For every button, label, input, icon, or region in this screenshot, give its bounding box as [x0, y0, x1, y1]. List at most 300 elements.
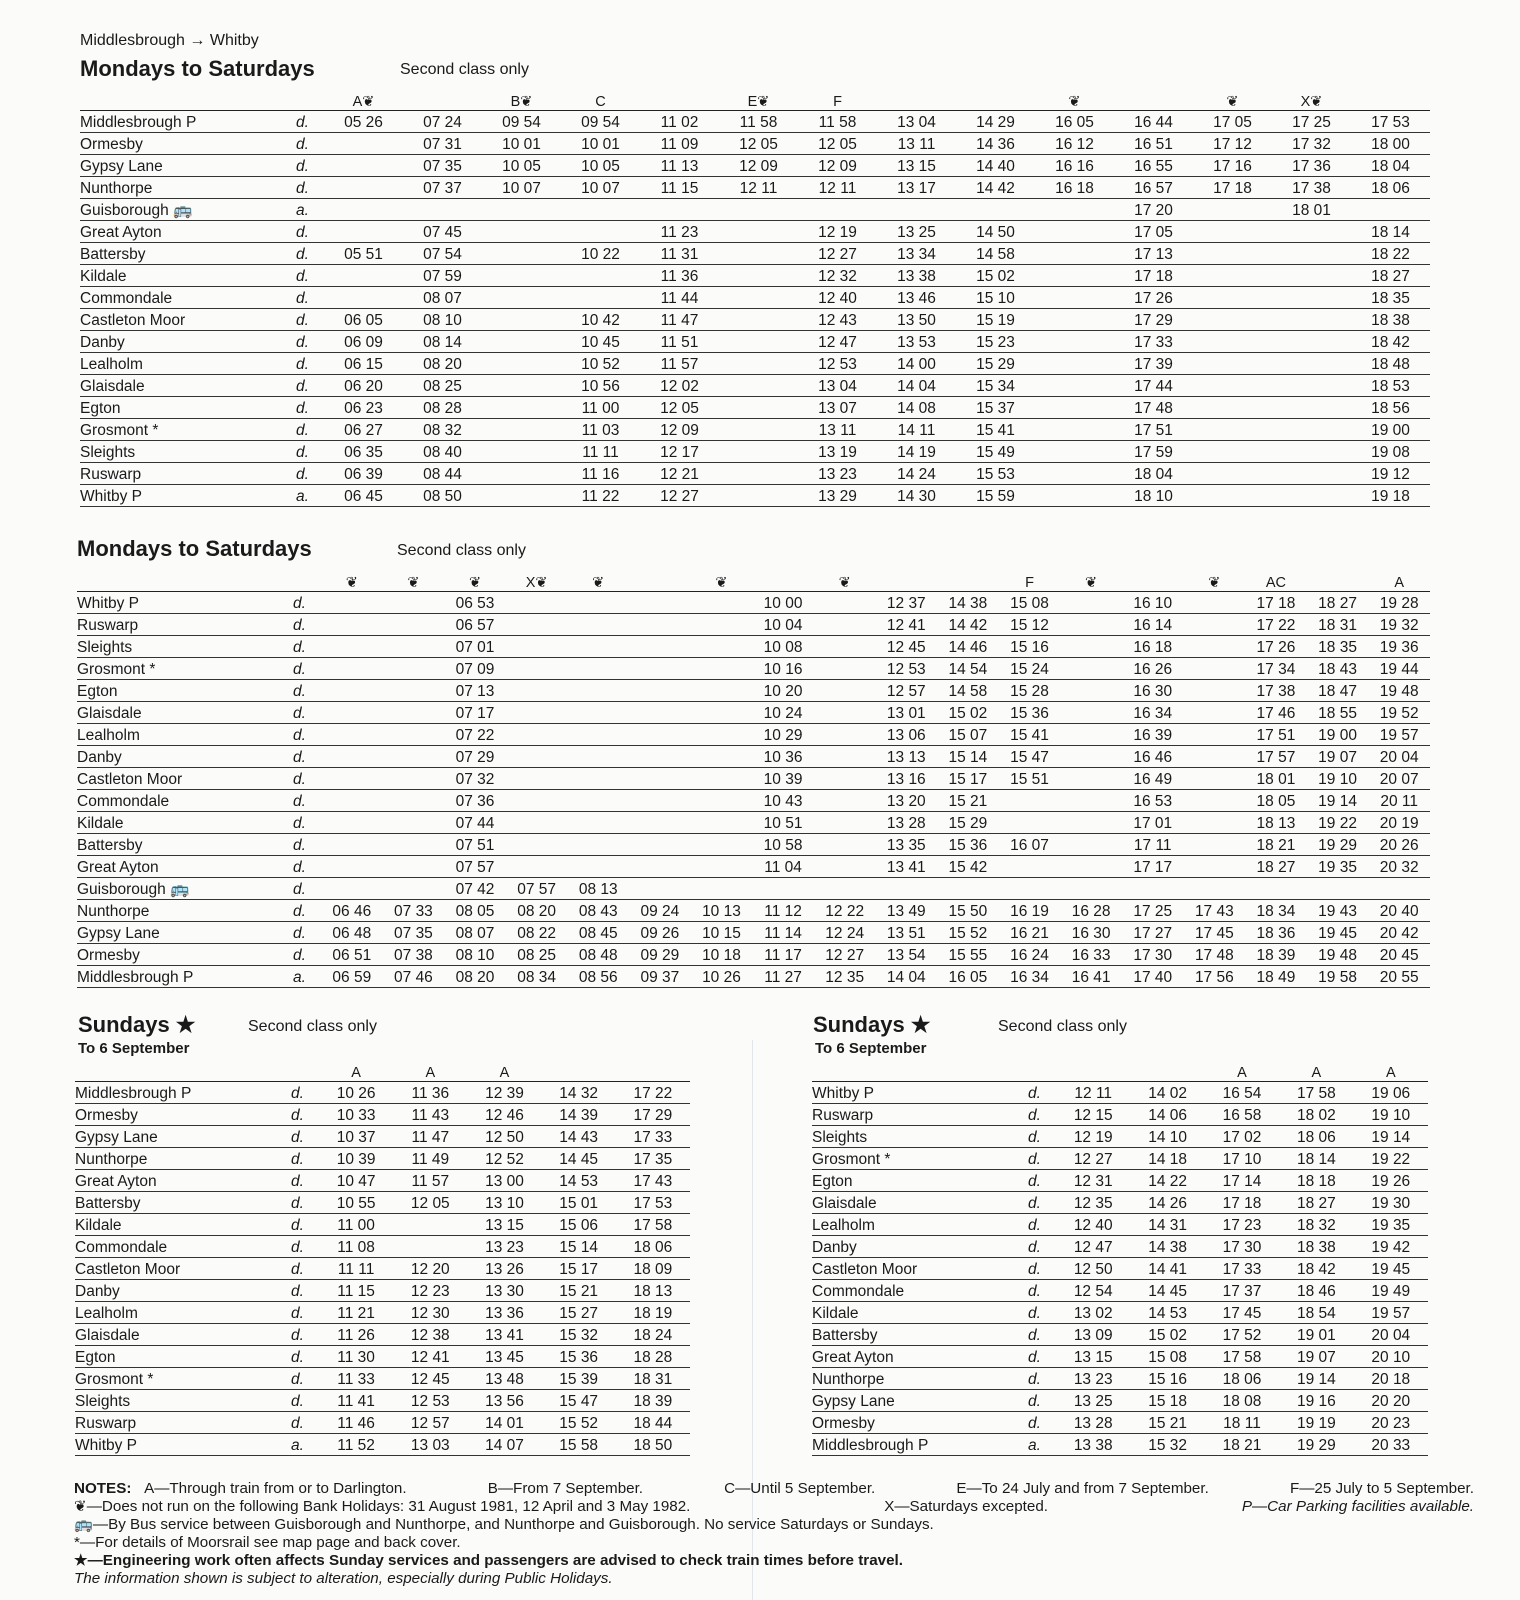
train-time: 10 55	[319, 1192, 393, 1214]
column-note-code: A	[393, 1062, 467, 1082]
train-time	[719, 309, 798, 331]
train-time: 11 08	[319, 1236, 393, 1258]
station-name: Ormesby	[812, 1412, 1022, 1434]
train-time: 16 14	[1122, 614, 1184, 636]
train-time: 06 51	[321, 944, 383, 966]
train-time	[719, 419, 798, 441]
train-time: 19 01	[1279, 1324, 1353, 1346]
train-time: 08 28	[403, 397, 482, 419]
train-time: 10 29	[752, 724, 814, 746]
train-time: 13 04	[877, 111, 956, 133]
dep-arr-marker: d.	[287, 702, 321, 724]
dep-arr-marker: d.	[285, 1104, 319, 1126]
train-time	[1193, 375, 1272, 397]
train-time: 16 58	[1205, 1104, 1279, 1126]
table1-heading: Mondays to Saturdays	[80, 56, 315, 81]
train-time: 10 33	[319, 1104, 393, 1126]
timetable-mon-sat-to-middlesbrough	[77, 572, 1430, 988]
train-time	[814, 724, 876, 746]
train-time	[561, 265, 640, 287]
train-time: 14 54	[937, 658, 999, 680]
train-time: 18 00	[1351, 133, 1430, 155]
train-time: 19 42	[1354, 1236, 1428, 1258]
train-time	[324, 265, 403, 287]
table3-subheading: Second class only	[248, 1018, 377, 1035]
station-name: Middlesbrough P	[77, 966, 287, 988]
dep-arr-marker: a.	[287, 966, 321, 988]
train-time: 19 48	[1307, 944, 1369, 966]
train-time: 17 17	[1122, 856, 1184, 878]
train-time: 12 02	[640, 375, 719, 397]
station-name: Danby	[77, 746, 287, 768]
train-time: 19 35	[1354, 1214, 1428, 1236]
train-time	[482, 353, 561, 375]
train-time: 08 10	[444, 944, 506, 966]
train-time	[567, 636, 629, 658]
train-time: 19 49	[1354, 1280, 1428, 1302]
station-name: Ruswarp	[75, 1412, 285, 1434]
train-time: 14 07	[467, 1434, 541, 1456]
train-time: 12 53	[798, 353, 877, 375]
dep-arr-marker: d.	[287, 724, 321, 746]
train-time	[567, 834, 629, 856]
train-time: 17 25	[1272, 111, 1351, 133]
station-name: Nunthorpe	[812, 1368, 1022, 1390]
train-time: 12 57	[875, 680, 937, 702]
train-time: 18 27	[1245, 856, 1307, 878]
train-time	[629, 790, 691, 812]
train-time: 16 30	[1122, 680, 1184, 702]
train-time	[1184, 680, 1246, 702]
train-time: 18 31	[616, 1368, 690, 1390]
train-time: 14 53	[542, 1170, 616, 1192]
train-time: 06 15	[324, 353, 403, 375]
train-time	[1035, 243, 1114, 265]
train-time: 15 14	[937, 746, 999, 768]
train-time: 18 11	[1205, 1412, 1279, 1434]
station-name: Sleights	[75, 1390, 285, 1412]
table-row	[77, 900, 1430, 922]
train-time: 12 27	[640, 485, 719, 507]
train-time: 10 47	[319, 1170, 393, 1192]
note-star: *—For details of Moorsrail see map page and back cover.	[74, 1534, 461, 1551]
train-time: 18 38	[1279, 1236, 1353, 1258]
station-name: Great Ayton	[77, 856, 287, 878]
train-time	[482, 419, 561, 441]
train-time	[629, 812, 691, 834]
train-time: 16 05	[1035, 111, 1114, 133]
train-time: 13 16	[875, 768, 937, 790]
train-time: 15 51	[999, 768, 1061, 790]
table-row	[75, 1192, 690, 1214]
table-row	[812, 1236, 1428, 1258]
train-time: 16 07	[999, 834, 1061, 856]
train-time: 13 11	[877, 133, 956, 155]
station-name: Commondale	[75, 1236, 285, 1258]
table-row	[812, 1346, 1428, 1368]
dep-arr-marker: d.	[287, 790, 321, 812]
note-c: C—Until 5 September.	[724, 1480, 876, 1497]
train-time: 15 50	[937, 900, 999, 922]
train-time: 07 59	[403, 265, 482, 287]
station-name: Danby	[75, 1280, 285, 1302]
train-time: 14 58	[956, 243, 1035, 265]
train-time: 17 26	[1114, 287, 1193, 309]
train-time	[752, 878, 814, 900]
train-time	[506, 790, 568, 812]
train-time	[1035, 419, 1114, 441]
dep-arr-marker: d.	[287, 592, 321, 614]
station-name: Lealholm	[80, 353, 290, 375]
train-time	[383, 724, 445, 746]
station-name: Commondale	[77, 790, 287, 812]
column-note-code	[956, 91, 1035, 111]
station-name: Great Ayton	[75, 1170, 285, 1192]
train-time	[1193, 463, 1272, 485]
train-time: 07 46	[383, 966, 445, 988]
train-time	[1245, 878, 1307, 900]
timetable-sundays-to-whitby	[75, 1062, 690, 1456]
train-time: 11 51	[640, 331, 719, 353]
train-time: 10 01	[561, 133, 640, 155]
train-time	[1184, 834, 1246, 856]
train-time: 06 53	[444, 592, 506, 614]
train-time: 06 46	[321, 900, 383, 922]
dep-arr-marker: d.	[287, 878, 321, 900]
train-time	[1193, 243, 1272, 265]
train-time	[814, 856, 876, 878]
table-row	[80, 441, 1430, 463]
train-time: 19 19	[1279, 1412, 1353, 1434]
column-note-code	[542, 1062, 616, 1082]
train-time: 11 41	[319, 1390, 393, 1412]
train-time: 13 10	[467, 1192, 541, 1214]
train-time	[383, 614, 445, 636]
train-time: 18 06	[616, 1236, 690, 1258]
notes-row-2	[74, 1498, 1474, 1516]
train-time: 15 37	[956, 397, 1035, 419]
dep-arr-marker: a.	[290, 485, 324, 507]
dep-arr-marker: d.	[1022, 1346, 1056, 1368]
train-time: 12 38	[393, 1324, 467, 1346]
train-time: 13 25	[877, 221, 956, 243]
dep-arr-marker: d.	[1022, 1104, 1056, 1126]
note-p: P—Car Parking facilities available.	[1241, 1498, 1474, 1515]
station-name: Middlesbrough P	[75, 1082, 285, 1104]
train-time	[999, 878, 1061, 900]
station-name: Kildale	[80, 265, 290, 287]
table-row	[75, 1434, 690, 1456]
train-time: 20 45	[1368, 944, 1430, 966]
column-note-code	[1114, 91, 1193, 111]
train-time: 07 42	[444, 878, 506, 900]
train-time	[1060, 790, 1122, 812]
train-time: 15 21	[937, 790, 999, 812]
train-time: 16 10	[1122, 592, 1184, 614]
train-time	[321, 724, 383, 746]
station-name: Whitby P	[812, 1082, 1022, 1104]
train-time: 17 05	[1193, 111, 1272, 133]
table-row	[812, 1434, 1428, 1456]
train-time	[506, 636, 568, 658]
train-time: 20 04	[1354, 1324, 1428, 1346]
train-time: 11 14	[752, 922, 814, 944]
train-time: 15 19	[956, 309, 1035, 331]
train-time: 18 01	[1245, 768, 1307, 790]
train-time: 13 51	[875, 922, 937, 944]
dep-arr-marker: d.	[287, 944, 321, 966]
train-time: 18 04	[1114, 463, 1193, 485]
train-time: 18 38	[1351, 309, 1430, 331]
table-row	[75, 1412, 690, 1434]
column-note-code	[616, 1062, 690, 1082]
station-name: Battersby	[77, 834, 287, 856]
train-time: 13 13	[875, 746, 937, 768]
train-time: 10 18	[691, 944, 753, 966]
train-time: 17 51	[1114, 419, 1193, 441]
dep-arr-marker: d.	[290, 177, 324, 199]
train-time: 17 39	[1114, 353, 1193, 375]
station-name: Castleton Moor	[812, 1258, 1022, 1280]
train-time: 16 41	[1060, 966, 1122, 988]
train-time	[383, 592, 445, 614]
train-time: 10 45	[561, 331, 640, 353]
notes	[74, 1480, 1474, 1588]
train-time: 12 23	[393, 1280, 467, 1302]
train-time: 11 22	[561, 485, 640, 507]
train-time: 16 34	[999, 966, 1061, 988]
train-time: 12 47	[798, 331, 877, 353]
train-time: 18 36	[1245, 922, 1307, 944]
station-name: Guisborough 🚌	[80, 199, 290, 221]
train-time: 08 20	[506, 900, 568, 922]
dep-arr-marker: d.	[287, 658, 321, 680]
train-time	[691, 592, 753, 614]
train-time: 20 07	[1368, 768, 1430, 790]
table-row	[75, 1346, 690, 1368]
train-time	[1184, 592, 1246, 614]
table-row	[812, 1302, 1428, 1324]
train-time	[1184, 658, 1246, 680]
train-time	[798, 199, 877, 221]
header-spacer	[80, 91, 290, 111]
train-time: 15 24	[999, 658, 1061, 680]
train-time: 14 39	[542, 1104, 616, 1126]
train-time: 12 19	[798, 221, 877, 243]
train-time: 14 29	[956, 111, 1035, 133]
table-row	[77, 592, 1430, 614]
train-time: 18 39	[1245, 944, 1307, 966]
train-time	[1184, 724, 1246, 746]
train-time: 07 17	[444, 702, 506, 724]
column-note-code	[937, 572, 999, 592]
train-time: 10 05	[482, 155, 561, 177]
train-time: 19 35	[1307, 856, 1369, 878]
train-time: 06 57	[444, 614, 506, 636]
train-time: 16 53	[1122, 790, 1184, 812]
train-time: 18 21	[1245, 834, 1307, 856]
train-time: 11 00	[561, 397, 640, 419]
train-time	[561, 221, 640, 243]
dep-arr-marker: d.	[1022, 1302, 1056, 1324]
train-time: 18 27	[1279, 1192, 1353, 1214]
train-time: 06 09	[324, 331, 403, 353]
train-time: 19 48	[1368, 680, 1430, 702]
train-time: 14 36	[956, 133, 1035, 155]
dep-arr-marker: d.	[287, 636, 321, 658]
train-time	[321, 856, 383, 878]
table-row	[75, 1302, 690, 1324]
train-time: 17 59	[1114, 441, 1193, 463]
train-time	[629, 724, 691, 746]
train-time: 12 53	[393, 1390, 467, 1412]
train-time	[567, 680, 629, 702]
column-note-code: A	[1368, 572, 1430, 592]
train-time: 08 13	[567, 878, 629, 900]
train-time	[1060, 834, 1122, 856]
train-time	[719, 375, 798, 397]
note-bus: 🚌—By Bus service between Guisborough and Nunthorpe, and Nunthorpe and Guisborough. No service Saturdays or Sundays.	[74, 1516, 934, 1533]
train-time: 19 14	[1354, 1126, 1428, 1148]
train-time	[629, 768, 691, 790]
train-time	[324, 133, 403, 155]
station-name: Grosmont *	[77, 658, 287, 680]
train-time	[1060, 636, 1122, 658]
station-name: Guisborough 🚌	[77, 878, 287, 900]
train-time: 18 22	[1351, 243, 1430, 265]
train-time: 19 36	[1368, 636, 1430, 658]
train-time: 11 23	[640, 221, 719, 243]
dep-arr-marker: d.	[285, 1324, 319, 1346]
column-note-code: ❦	[567, 572, 629, 592]
table2-heading: Mondays to Saturdays	[77, 536, 312, 561]
train-time	[1184, 790, 1246, 812]
train-time	[393, 1214, 467, 1236]
station-name: Battersby	[75, 1192, 285, 1214]
station-name: Ruswarp	[80, 463, 290, 485]
train-time	[640, 199, 719, 221]
train-time: 19 45	[1307, 922, 1369, 944]
train-time: 13 19	[798, 441, 877, 463]
dep-arr-marker: d.	[287, 746, 321, 768]
train-time	[719, 265, 798, 287]
table-row	[77, 944, 1430, 966]
train-time: 16 51	[1114, 133, 1193, 155]
train-time: 19 30	[1354, 1192, 1428, 1214]
train-time: 20 20	[1354, 1390, 1428, 1412]
train-time: 07 13	[444, 680, 506, 702]
train-time	[956, 199, 1035, 221]
train-time: 09 26	[629, 922, 691, 944]
train-time: 08 25	[506, 944, 568, 966]
train-time	[999, 790, 1061, 812]
train-time: 07 29	[444, 746, 506, 768]
train-time: 18 09	[616, 1258, 690, 1280]
train-time: 16 49	[1122, 768, 1184, 790]
table-row	[812, 1192, 1428, 1214]
train-time: 15 55	[937, 944, 999, 966]
train-time: 07 32	[444, 768, 506, 790]
train-time	[1060, 724, 1122, 746]
train-time: 11 13	[640, 155, 719, 177]
train-time: 18 35	[1351, 287, 1430, 309]
header-spacer	[1022, 1062, 1056, 1082]
train-time: 17 23	[1205, 1214, 1279, 1236]
train-time: 12 39	[467, 1082, 541, 1104]
train-time: 13 09	[1056, 1324, 1130, 1346]
station-name: Middlesbrough P	[812, 1434, 1022, 1456]
train-time: 14 58	[937, 680, 999, 702]
station-name: Lealholm	[812, 1214, 1022, 1236]
train-time: 18 06	[1351, 177, 1430, 199]
dep-arr-marker: d.	[290, 309, 324, 331]
table-row	[77, 746, 1430, 768]
train-time	[1272, 463, 1351, 485]
train-time: 11 49	[393, 1148, 467, 1170]
train-time: 14 04	[875, 966, 937, 988]
train-time: 16 57	[1114, 177, 1193, 199]
train-time: 18 08	[1205, 1390, 1279, 1412]
train-time: 17 36	[1272, 155, 1351, 177]
column-note-code: ❦	[1035, 91, 1114, 111]
station-name: Glaisdale	[75, 1324, 285, 1346]
train-time: 18 43	[1307, 658, 1369, 680]
train-time	[506, 702, 568, 724]
train-time: 11 12	[752, 900, 814, 922]
train-time: 12 09	[719, 155, 798, 177]
train-time	[691, 702, 753, 724]
train-time: 13 54	[875, 944, 937, 966]
dep-arr-marker: d.	[1022, 1214, 1056, 1236]
train-time	[1272, 221, 1351, 243]
train-time: 12 32	[798, 265, 877, 287]
train-time	[321, 790, 383, 812]
train-time: 17 53	[1351, 111, 1430, 133]
dep-arr-marker: d.	[1022, 1390, 1056, 1412]
train-time: 13 23	[467, 1236, 541, 1258]
train-time: 13 07	[798, 397, 877, 419]
station-name: Nunthorpe	[75, 1148, 285, 1170]
train-time: 17 29	[616, 1104, 690, 1126]
station-name: Sleights	[80, 441, 290, 463]
note-x: X—Saturdays excepted.	[884, 1498, 1049, 1515]
train-time: 18 13	[1245, 812, 1307, 834]
train-time	[1272, 375, 1351, 397]
train-time	[719, 463, 798, 485]
train-time	[629, 658, 691, 680]
train-time: 19 29	[1307, 834, 1369, 856]
train-time: 16 16	[1035, 155, 1114, 177]
header-spacer	[285, 1062, 319, 1082]
train-time	[482, 243, 561, 265]
train-time: 11 21	[319, 1302, 393, 1324]
train-time	[814, 768, 876, 790]
train-time: 15 32	[1130, 1434, 1204, 1456]
train-time: 13 50	[877, 309, 956, 331]
train-time	[567, 614, 629, 636]
train-time: 17 58	[1279, 1082, 1353, 1104]
train-time: 12 54	[1056, 1280, 1130, 1302]
dep-arr-marker: d.	[290, 463, 324, 485]
dep-arr-marker: d.	[1022, 1258, 1056, 1280]
station-name: Ormesby	[75, 1104, 285, 1126]
train-time: 14 31	[1130, 1214, 1204, 1236]
train-time: 16 55	[1114, 155, 1193, 177]
train-time	[482, 221, 561, 243]
column-note-code: F	[798, 91, 877, 111]
train-time	[1184, 856, 1246, 878]
train-time: 20 33	[1354, 1434, 1428, 1456]
